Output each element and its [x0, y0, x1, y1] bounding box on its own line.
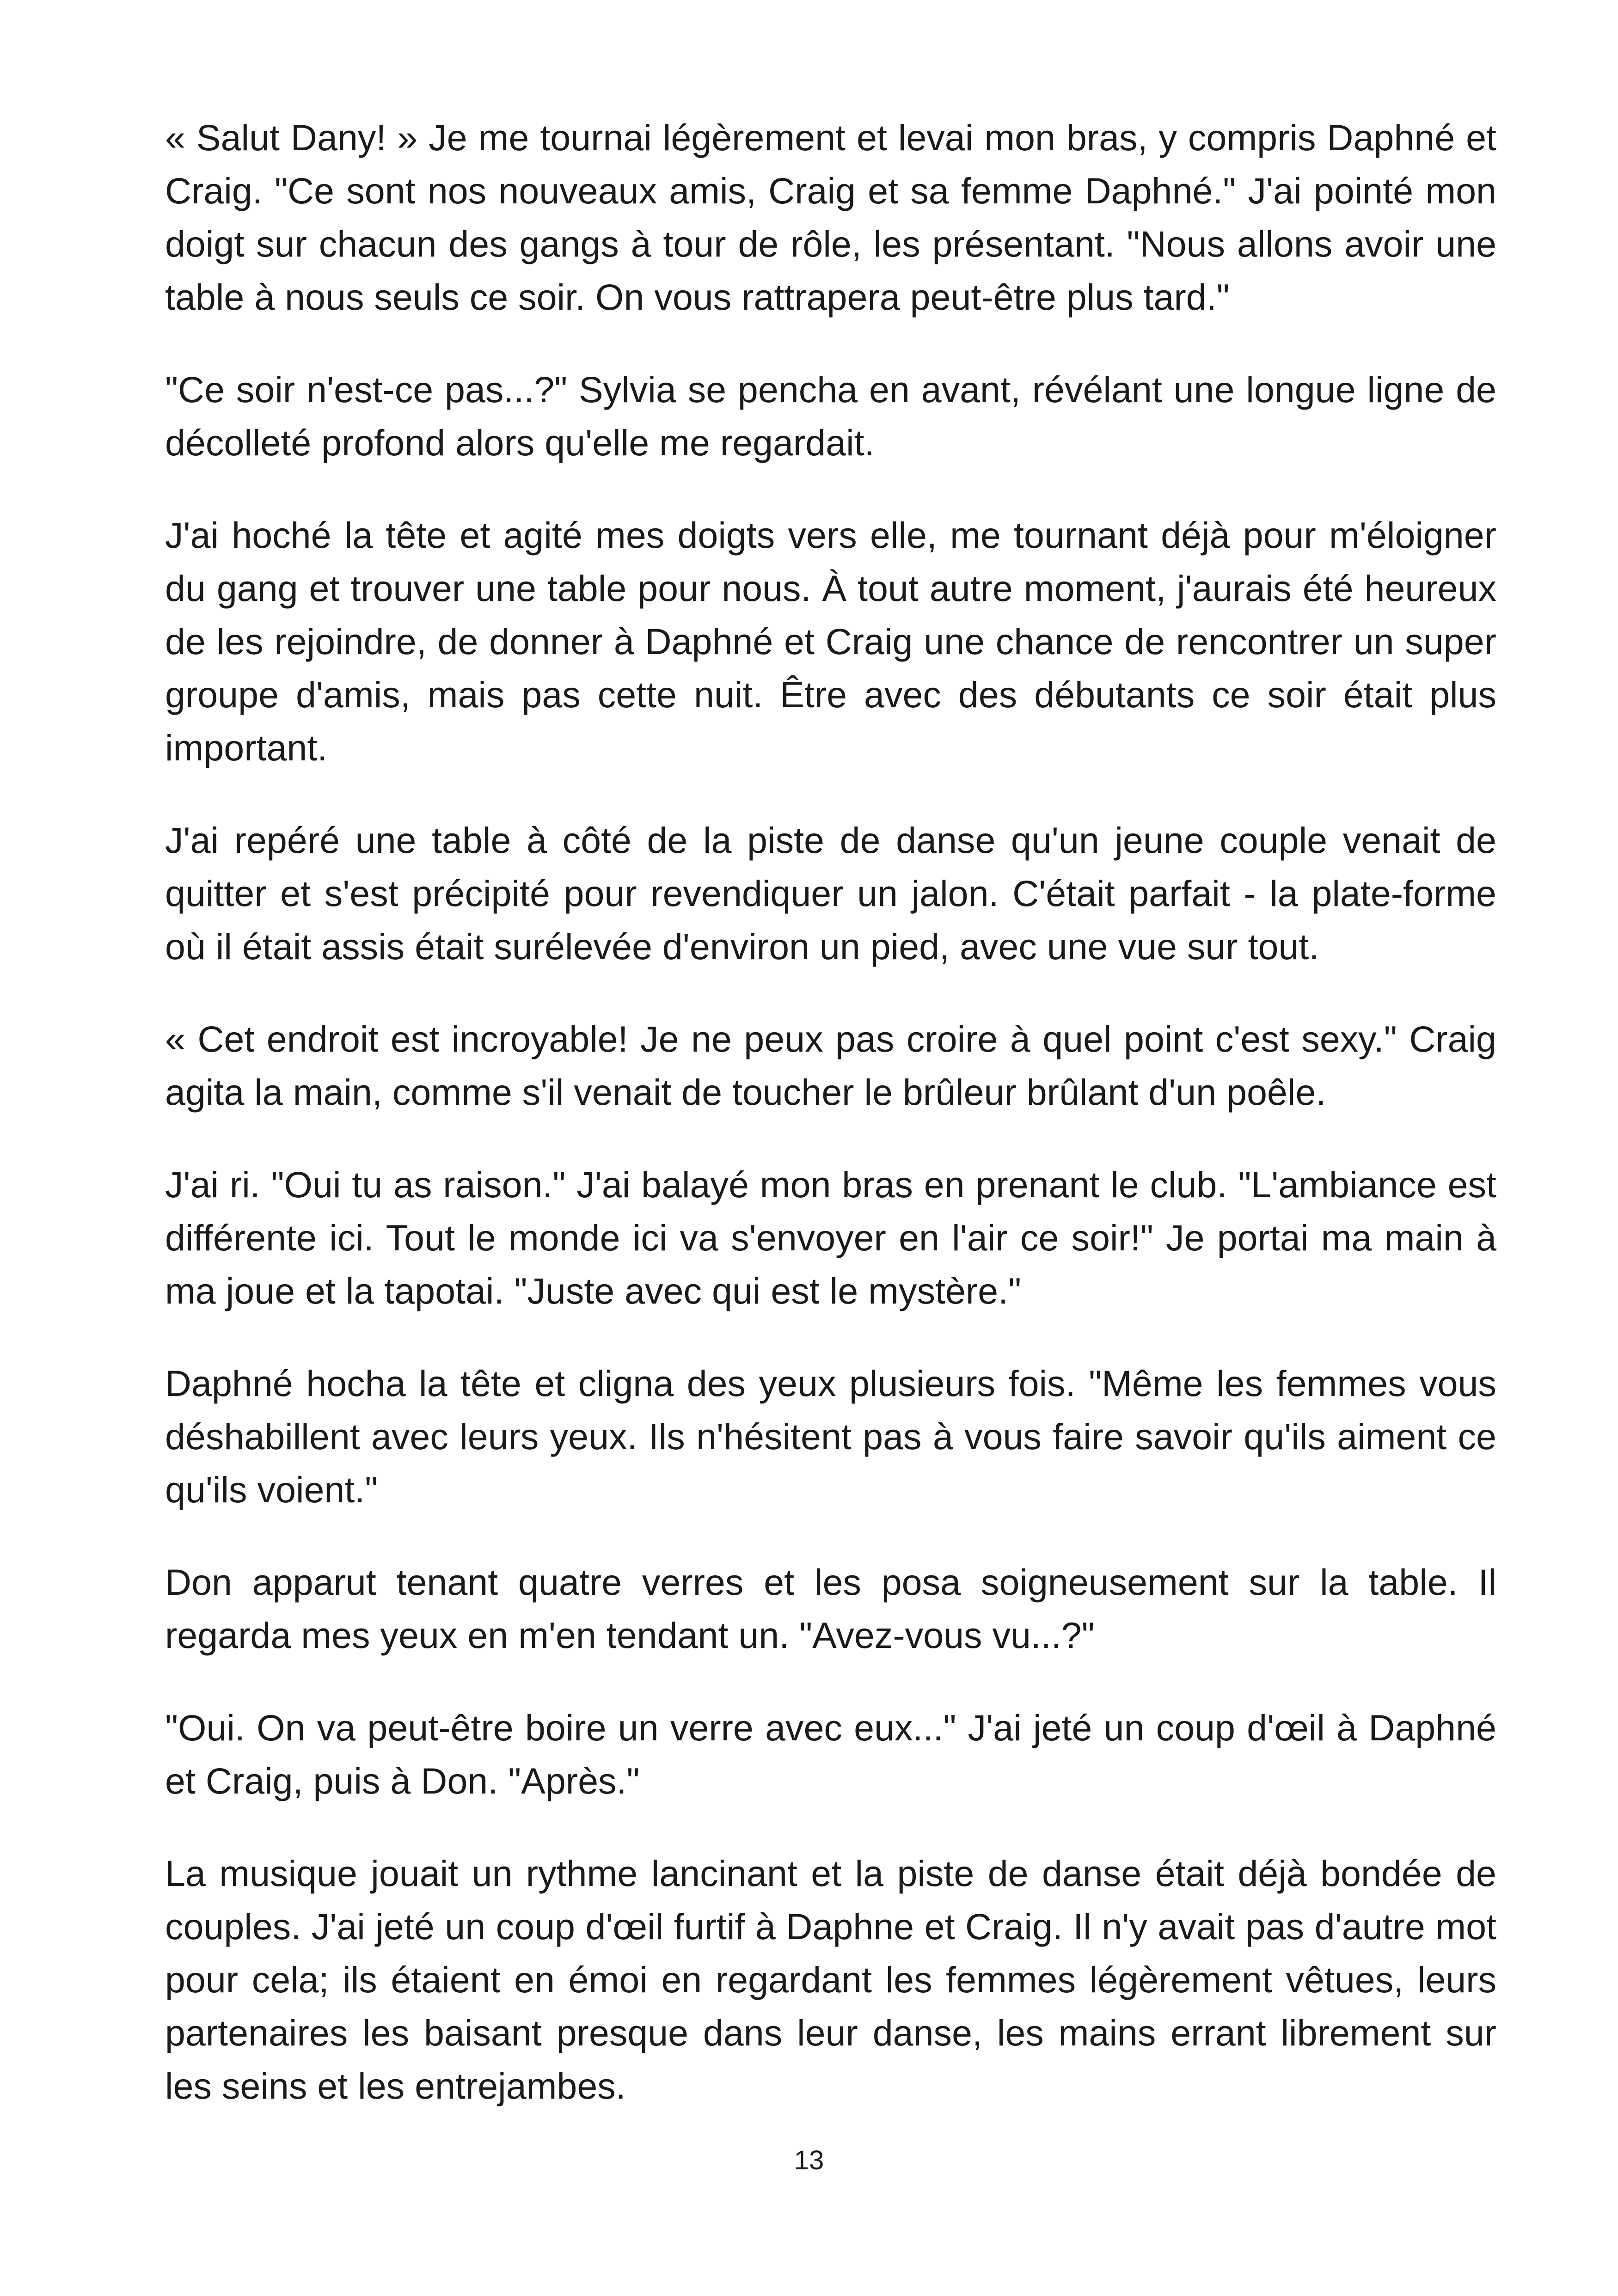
paragraph-10: La musique jouait un rythme lancinant et la piste de danse était déjà bondée de couples. J'ai jeté un coup d'œil furtif à Daphne et Craig. Il n'y avait pas d'autre mot pour cela; ils étaient en émoi en regardant les femmes légèrement vêtues, leurs partenaires les baisant presque dans leur danse, les mains errant librement sur les seins et les entrejambes.	[165, 1853, 1496, 2106]
body-text	[165, 111, 1496, 2152]
paragraph-6: J'ai ri. "Oui tu as raison." J'ai balayé mon bras en prenant le club. "L'ambiance est différente ici. Tout le monde ici va s'envoyer en l'air ce soir!" Je portai ma main à ma joue et la tapotai. "Juste avec qui est le mystère."	[165, 1164, 1496, 1311]
paragraph-3: J'ai hoché la tête et agité mes doigts vers elle, me tournant déjà pour m'éloigner du gang et trouver une table pour nous. À tout autre moment, j'aurais été heureux de les rejoindre, de donner à Daphné et Craig une chance de rencontrer un super groupe d'amis, mais pas cette nuit. Être avec des débutants ce soir était plus important.	[165, 514, 1496, 768]
paragraph-2: "Ce soir n'est-ce pas...?" Sylvia se pencha en avant, révélant une longue ligne de décolleté profond alors qu'elle me regardait.	[165, 369, 1496, 463]
page-number: 13	[794, 2145, 824, 2175]
paragraph-8: Don apparut tenant quatre verres et les posa soigneusement sur la table. Il regarda mes yeux en m'en tendant un. "Avez-vous vu...?"	[165, 1561, 1496, 1656]
paragraph-7: Daphné hocha la tête et cligna des yeux plusieurs fois. "Même les femmes vous déshabillent avec leurs yeux. Ils n'hésitent pas à vous faire savoir qu'ils aiment ce qu'ils voient."	[165, 1363, 1496, 1510]
paragraph-9: "Oui. On va peut-être boire un verre avec eux..." J'ai jeté un coup d'œil à Daphné et Craig, puis à Don. "Après."	[165, 1707, 1496, 1801]
paragraph-4: J'ai repéré une table à côté de la piste de danse qu'un jeune couple venait de quitter et s'est précipité pour revendiquer un jalon. C'était parfait - la plate-forme où il était assis était surélevée d'environ un pied, avec une vue sur tout.	[165, 820, 1496, 967]
paragraph-1: « Salut Dany! » Je me tournai légèrement et levai mon bras, y compris Daphné et Craig. "Ce sont nos nouveaux amis, Craig et sa femme Daphné." J'ai pointé mon doigt sur chacun des gangs à tour de rôle, les présentant. "Nous allons avoir une table à nous seuls ce soir. On vous rattrapera peut-être plus tard."	[165, 117, 1496, 318]
paragraph-5: « Cet endroit est incroyable! Je ne peux pas croire à quel point c'est sexy." Craig agita la main, comme s'il venait de toucher le brûleur brûlant d'un poêle.	[165, 1018, 1496, 1113]
